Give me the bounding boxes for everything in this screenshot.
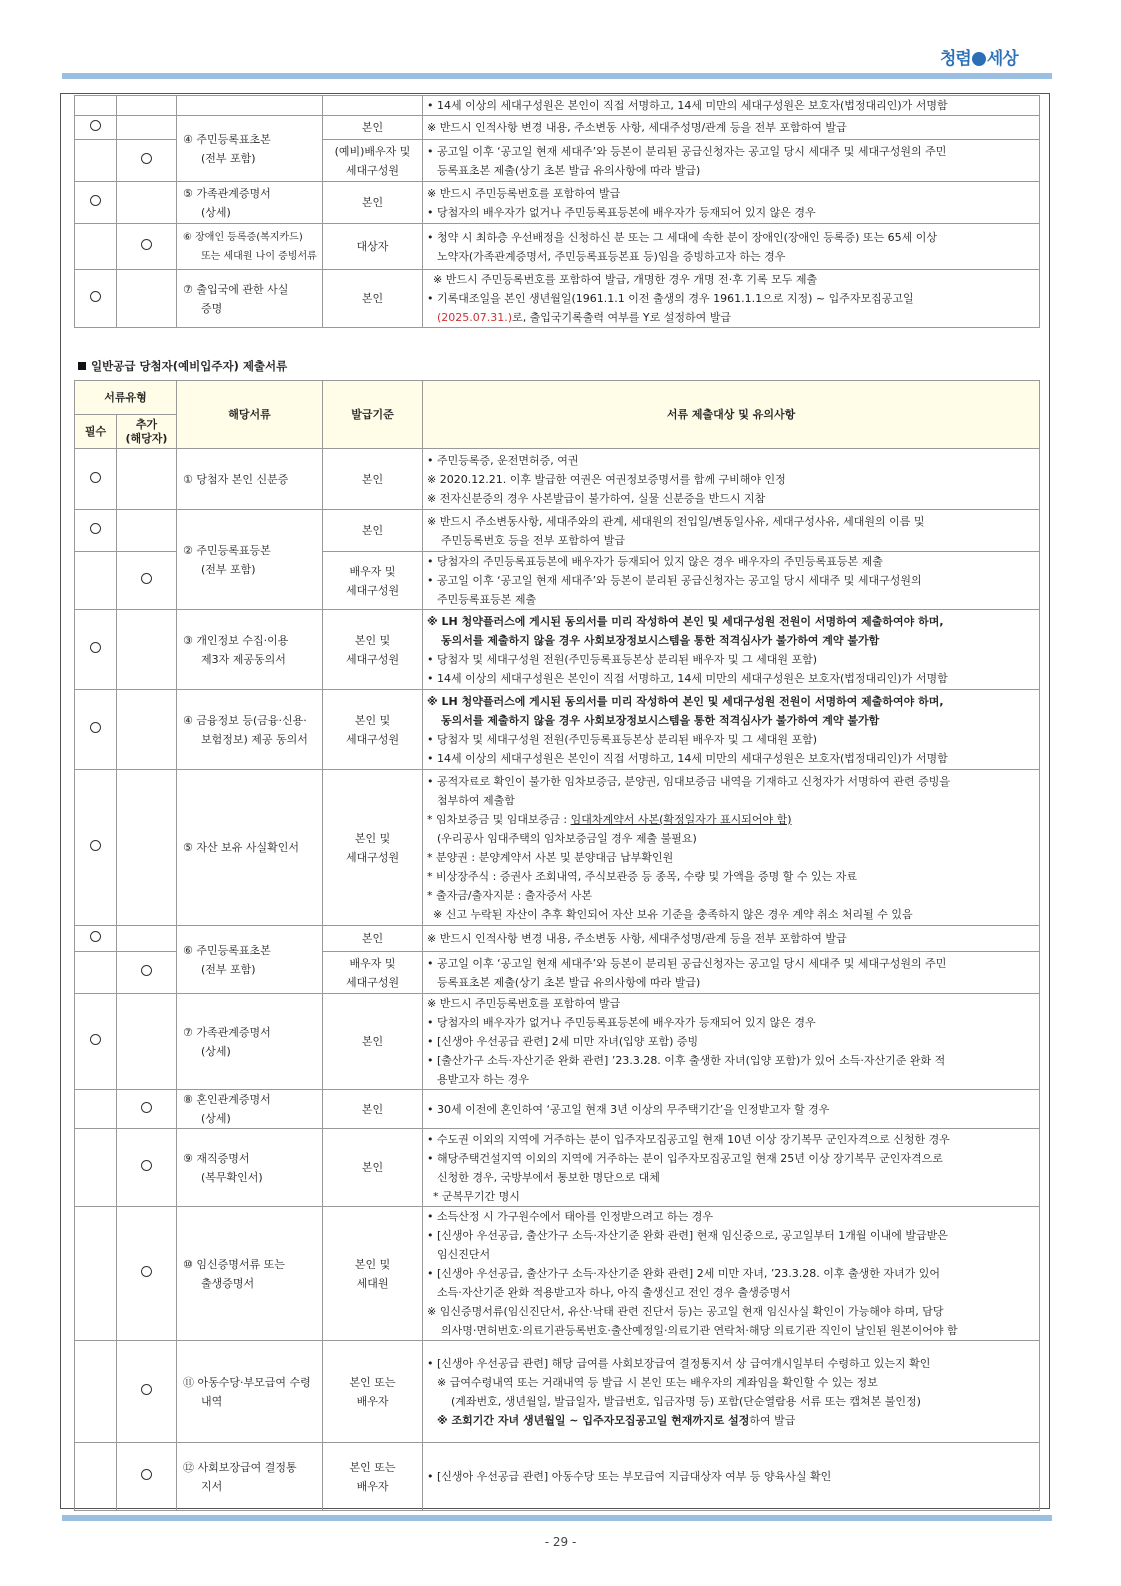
table-row: ⑪ 아동수당·부모급여 수령 내역 본인 또는 배우자 • [신생아 우선공급 관련] 해당 급여를 사회보장급여 결정통지서 상 급여개시일부터 수령하고 있는지 확인 ※ 급여수령내역 또는 거래내역 등 발급 시 본인 또는 배우자의 계좌임을 확인할 수 있는 정보 (계좌번호, 생년월일, 발급일자, 발급번호, 입금자명 등) 포함(단순열람용 서류 또는 캡쳐본 불인정) ※ 조회기간 자녀 생년월일 ~ 입주자모집공고일 현재까지로 설정하여 발급 xyxy=(75,1341,1040,1443)
additional-mark xyxy=(141,573,152,584)
top-table xyxy=(74,95,1040,328)
required-mark xyxy=(90,1034,101,1045)
additional-mark xyxy=(141,1266,152,1277)
required-mark xyxy=(90,195,101,206)
bottom-bar xyxy=(62,1515,1052,1521)
table-row: ④ 주민등록표초본 (전부 포함) 본인 ※ 반드시 인적사항 변경 내용, 주소변동 사항, 세대주성명/관계 등을 전부 포함하여 발급 xyxy=(75,116,1040,140)
additional-mark xyxy=(141,153,152,164)
required-mark xyxy=(90,472,101,483)
additional-mark xyxy=(141,1469,152,1480)
table-row: ⑤ 가족관계증명서 (상세) 본인 ※ 반드시 주민등록번호를 포함하여 발급 • 당첨자의 배우자가 없거나 주민등록표등본에 배우자가 등재되어 있지 않은 경우 xyxy=(75,182,1040,224)
top-bar xyxy=(62,73,1052,79)
required-mark xyxy=(90,840,101,851)
table-row: ⑦ 가족관계증명서 (상세) 본인 ※ 반드시 주민등록번호를 포함하여 발급 • 당첨자의 배우자가 없거나 주민등록표등본에 배우자가 등재되어 있지 않은 경우 • [신생아 우선공급 관련] 2세 미만 자녀(입양 포함) 증빙 • [출산가구 소득·자산기준 완화 관련] ’23.3.28. 이후 출생한 자녀(입양 포함)가 있어 소득·자산기준 완화 적 용받고자 하는 경우 xyxy=(75,994,1040,1090)
page-number: - 29 - xyxy=(544,1535,577,1549)
table-row: ⑨ 재직증명서 (복무확인서) 본인 • 수도권 이외의 지역에 거주하는 분이 입주자모집공고일 현재 10년 이상 장기복무 군인자격으로 신청한 경우 • 해당주택건설지역 이외의 지역에 거주하는 분이 입주자모집공고일 현재 25년 이상 장기복무 군인자격으로 신청한 경우, 국방부에서 통보한 명단으로 대체 * 군복무기간 명시 xyxy=(75,1129,1040,1207)
doc-name-cell: ④ 주민등록표초본 (전부 포함) xyxy=(177,116,323,182)
submission-documents-table xyxy=(74,380,1040,1511)
required-mark xyxy=(90,722,101,733)
required-mark xyxy=(90,523,101,534)
required-mark xyxy=(90,642,101,653)
required-mark xyxy=(90,291,101,302)
additional-mark xyxy=(141,1384,152,1395)
table-header-row: 서류유형 해당서류 발급기준 서류 제출대상 및 유의사항 xyxy=(75,381,1040,415)
logo-emblem-icon xyxy=(972,52,986,66)
table-header-row: 필수 추가 (해당자) xyxy=(75,415,1040,449)
required-mark xyxy=(90,120,101,131)
additional-mark xyxy=(141,1160,152,1171)
table-row: ③ 개인정보 수집·이용 제3자 제공동의서 본인 및 세대구성원 ※ LH 청약플러스에 게시된 동의서를 미리 작성하여 본인 및 세대구성원 전원이 서명하여 제출하여야 하며, 동의서를 제출하지 않을 경우 사회보장정보시스템을 통한 적격심사가 불가하여 계약 불가함 • 당첨자 및 세대구성원 전원(주민등록표등본상 분리된 배우자 및 그 세대원 포함) • 14세 이상의 세대구성원은 본인이 직접 서명하고, 14세 미만의 세대구성원은 보호자(법정대리인)가 서명함 xyxy=(75,610,1040,690)
table-row: ② 주민등록표등본 (전부 포함) 본인 ※ 반드시 주소변동사항, 세대주와의 관계, 세대원의 전입일/변동일사유, 세대구성사유, 세대원의 이름 및 주민등록번호 등을 전부 포함하여 발급 xyxy=(75,510,1040,552)
table-row: 배우자 및 세대구성원 • 당첨자의 주민등록표등본에 배우자가 등재되어 있지 않은 경우 배우자의 주민등록표등본 제출 • 공고일 이후 ‘공고일 현재 세대주’와 등본이 분리된 공급신청자는 공고일 당시 세대주 및 세대구성원의 주민등록표등본 제출 xyxy=(75,552,1040,610)
table-row: ⑤ 자산 보유 사실확인서 본인 및 세대구성원 • 공적자료로 확인이 불가한 임차보증금, 분양권, 임대보증금 내역을 기재하고 신청자가 서명하여 관련 증빙을 첨부하여 제출함 * 임차보증금 및 임대보증금 : 임대차계약서 사본(확정일자가 표시되어야 함) (우리공사 임대주택의 임차보증금일 경우 제출 불필요) * 분양권 : 분양계약서 사본 및 분양대금 납부확인원 * 비상장주식 : 증권사 조회내역, 주식보관증 등 종목, 수량 및 가액을 증명 할 수 있는 자료 * 출자금/출자지분 : 출자증서 사본 ※ 신고 누락된 자산이 추후 확인되어 자산 보유 기준을 충족하지 않은 경우 계약 취소 처리될 수 있음 xyxy=(75,770,1040,926)
table-row: 배우자 및 세대구성원 • 공고일 이후 ‘공고일 현재 세대주’와 등본이 분리된 공급신청자는 공고일 당시 세대주 및 세대구성원의 주민 등록표초본 제출(상기 초본 발급 유의사항에 따라 발급) xyxy=(75,952,1040,994)
table-row: ⑦ 출입국에 관한 사실 증명 본인 ※ 반드시 주민등록번호를 포함하여 발급, 개명한 경우 개명 전·후 기록 모두 제출 • 기록대조일을 본인 생년월일(1961.1.1 이전 출생의 경우 1961.1.1으로 지정) ~ 입주자모집공고일 (2025.07.31.)로, 출입국기록출력 여부를 Y로 설정하여 발급 xyxy=(75,270,1040,328)
table-row: ⑫ 사회보장급여 결정통 지서 본인 또는 배우자 • [신생아 우선공급 관련] 아동수당 또는 부모급여 지급대상자 여부 등 양육사실 확인 xyxy=(75,1443,1040,1511)
required-mark xyxy=(90,931,101,942)
additional-mark xyxy=(141,965,152,976)
table-row: ⑧ 혼인관계증명서 (상세) 본인 • 30세 이전에 혼인하여 ‘공고일 현재 3년 이상의 무주택기간’을 인정받고자 할 경우 xyxy=(75,1090,1040,1129)
table-row: ① 당첨자 본인 신분증 본인 • 주민등록증, 운전면허증, 여권 ※ 2020.12.21. 이후 발급한 여권은 여권정보증명서를 함께 구비해야 인정 ※ 전자신분증의 경우 사본발급이 불가하여, 실물 신분증을 반드시 지참 xyxy=(75,449,1040,510)
additional-mark xyxy=(141,239,152,250)
table-row: (예비)배우자 및 세대구성원 • 공고일 이후 ‘공고일 현재 세대주’와 등본이 분리된 공급신청자는 공고일 당시 세대주 및 세대구성원의 주민 등록표초본 제출(상기 초본 발급 유의사항에 따라 발급) xyxy=(75,140,1040,182)
section-title: 일반공급 당첨자(예비입주자) 제출서류 xyxy=(78,358,287,374)
table-row: ⑥ 주민등록표초본 (전부 포함) 본인 ※ 반드시 인적사항 변경 내용, 주소변동 사항, 세대주성명/관계 등을 전부 포함하여 발급 xyxy=(75,926,1040,952)
table-row: ④ 금융정보 등(금융·신용· 보험정보) 제공 동의서 본인 및 세대구성원 ※ LH 청약플러스에 게시된 동의서를 미리 작성하여 본인 및 세대구성원 전원이 서명하여 제출하여야 하며, 동의서를 제출하지 않을 경우 사회보장정보시스템을 통한 적격심사가 불가하여 계약 불가함 • 당첨자 및 세대구성원 전원(주민등록표등본상 분리된 배우자 및 그 세대원 포함) • 14세 이상의 세대구성원은 본인이 직접 서명하고, 14세 미만의 세대구성원은 보호자(법정대리인)가 서명함 xyxy=(75,690,1040,770)
table-row xyxy=(75,96,1040,116)
additional-mark xyxy=(141,1102,152,1113)
logo: 청렴 세상 xyxy=(940,49,1018,69)
table-row: ⑩ 임신증명서류 또는 출생증명서 본인 및 세대원 • 소득산정 시 가구원수에서 태아를 인정받으려고 하는 경우 • [신생아 우선공급, 출산가구 소득·자산기준 완화 관련] 현재 임신중으로, 공고일부터 1개월 이내에 발급받은 임신진단서 • [신생아 우선공급, 출산가구 소득·자산기준 완화 관련] 2세 미만 자녀, ’23.3.28. 이후 출생한 자녀가 있어 소득·자산기준 완화 적용받고자 하나, 아직 출생신고 전인 경우 출생증명서 ※ 임신증명서류(임신진단서, 유산·낙태 관련 진단서 등)는 공고일 현재 임신사실 확인이 가능해야 하며, 담당 의사명·면허번호·의료기관등록번호·출산예정일·의료기관 연락처·해당 의료기관 직인이 날인된 원본이어야 함 xyxy=(75,1207,1040,1341)
notes-cell: • 14세 이상의 세대구성원은 본인이 직접 서명하고, 14세 미만의 세대구성원은 보호자(법정대리인)가 서명함 xyxy=(423,96,1040,116)
square-bullet-icon xyxy=(78,362,86,370)
table-row: ⑥ 장애인 등록증(복지카드) 또는 세대원 나이 증빙서류 대상자 • 청약 시 최하층 우선배정을 신청하신 분 또는 그 세대에 속한 분이 장애인(장애인 등록증) 또는 65세 이상 노약자(가족관계증명서, 주민등록표등본표 등)임을 증빙하고자 하는 경우 xyxy=(75,224,1040,270)
